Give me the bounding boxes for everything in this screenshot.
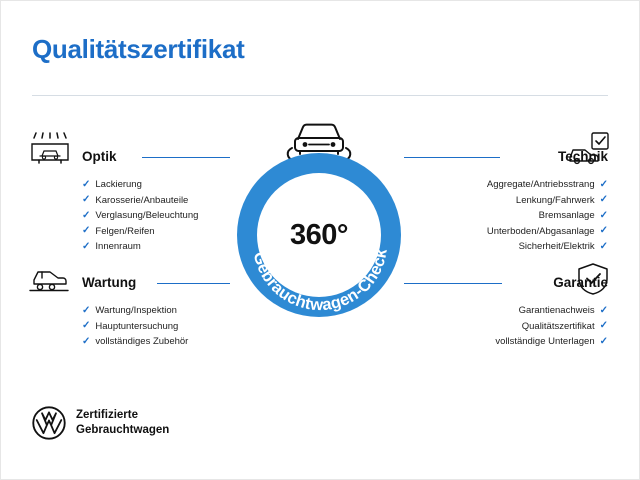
badge-degrees: 360°	[290, 218, 348, 251]
section-heading-technik: Technik	[557, 149, 608, 164]
check-icon: ✓	[599, 320, 608, 332]
list-item	[82, 334, 232, 350]
check-icon: ✓	[82, 178, 91, 190]
check-icon: ✓	[82, 209, 91, 221]
wartung-item-list	[82, 303, 232, 350]
list-item-label: vollständige Unterlagen	[495, 336, 595, 347]
list-item	[82, 208, 232, 224]
check-icon: ✓	[599, 240, 608, 252]
technik-item-list	[398, 177, 608, 255]
list-item	[82, 193, 232, 209]
check-icon: ✓	[599, 209, 608, 221]
check-icon: ✓	[82, 320, 91, 332]
list-item-label: Lenkung/Fahrwerk	[515, 194, 595, 206]
list-item	[398, 239, 608, 255]
list-item	[398, 224, 608, 240]
car-lift-icon	[28, 262, 72, 299]
list-item	[82, 239, 232, 255]
list-item	[82, 303, 232, 319]
list-item-label: Felgen/Reifen	[95, 225, 155, 237]
title-divider	[32, 95, 608, 96]
list-item-label: Qualitätszertifikat	[521, 320, 595, 332]
list-item	[398, 177, 608, 193]
list-item	[398, 319, 608, 335]
check-icon: ✓	[82, 240, 91, 252]
footer-line-2: Gebrauchtwagen	[76, 424, 170, 436]
list-item	[82, 177, 232, 193]
section-heading-optik: Optik	[82, 149, 117, 164]
list-item-label: Unterboden/Abgasanlage	[486, 225, 595, 237]
list-item-label: Innenraum	[95, 241, 141, 252]
section-heading-garantie: Garantie	[553, 275, 608, 290]
section-heading-wartung: Wartung	[82, 275, 137, 290]
list-item-label: Garantienachweis	[518, 305, 595, 316]
check-icon: ✓	[82, 304, 91, 316]
garantie-item-list	[398, 303, 608, 350]
check-icon: ✓	[599, 335, 608, 347]
list-item-label: Wartung/Inspektion	[95, 305, 177, 316]
list-item-label: Karosserie/Anbauteile	[95, 194, 189, 206]
list-item	[398, 334, 608, 350]
list-item-label: vollständiges Zubehör	[95, 336, 189, 347]
footer-line-1: Zertifizierte	[76, 409, 138, 421]
list-item-label: Bremsanlage	[538, 210, 595, 221]
footer-brand	[32, 406, 169, 440]
list-item	[398, 193, 608, 209]
svg-text:Gebrauchtwagen-Check: Gebrauchtwagen-Check	[249, 247, 391, 315]
list-item	[398, 208, 608, 224]
list-item-label: Sicherheit/Elektrik	[518, 241, 595, 252]
vw-logo	[32, 406, 66, 440]
page-title: Qualitätszertifikat	[32, 34, 245, 64]
car-wash-icon	[28, 132, 72, 171]
check-icon: ✓	[599, 194, 608, 206]
list-item-label: Hauptuntersuchung	[95, 320, 179, 332]
check-icon: ✓	[599, 304, 608, 316]
list-item-label: Verglasung/Beleuchtung	[95, 210, 199, 221]
check-icon: ✓	[82, 225, 91, 237]
check-icon: ✓	[82, 194, 91, 206]
check-icon: ✓	[599, 225, 608, 237]
list-item	[82, 224, 232, 240]
check-icon: ✓	[599, 178, 608, 190]
optik-item-list	[82, 177, 232, 255]
list-item	[82, 319, 232, 335]
list-item-label: Aggregate/Antriebsstrang	[486, 179, 595, 190]
list-item-label: Lackierung	[95, 179, 142, 190]
check-icon: ✓	[82, 335, 91, 347]
footer-text	[76, 408, 169, 438]
list-item	[398, 303, 608, 319]
360-check-badge	[216, 110, 422, 316]
